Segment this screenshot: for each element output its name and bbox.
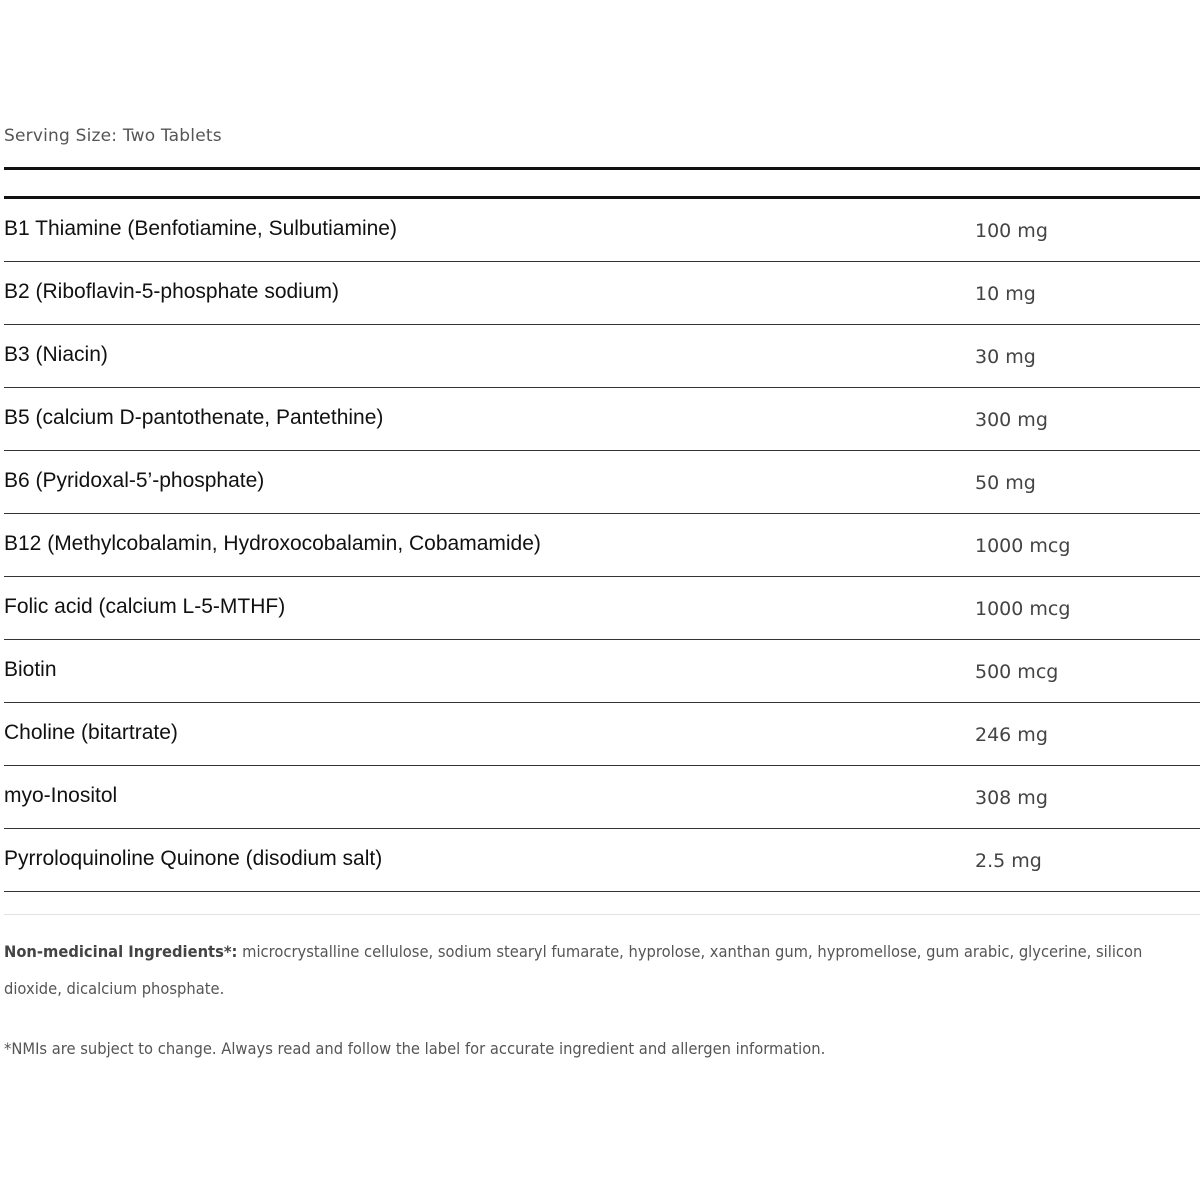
- ingredient-name: Pyrroloquinoline Quinone (disodium salt): [4, 847, 383, 870]
- ingredient-row: [4, 577, 1200, 640]
- ingredient-amount: 1000 mcg: [975, 598, 1071, 620]
- ingredient-amount: 300 mg: [975, 409, 1048, 431]
- ingredient-row: [4, 514, 1200, 577]
- non-medicinal-text: microcrystalline cellulose, sodium stearyl fumarate, hyprolose, xanthan gum, hypromellose, gum arabic, glycerine, silicon dioxide, dicalcium phosphate.: [4, 942, 1143, 998]
- non-medicinal-ingredients: [4, 933, 1196, 1007]
- nmi-footnote: *NMIs are subject to change. Always read and follow the label for accurate ingredient and allergen information.: [4, 1039, 826, 1058]
- ingredient-name: B3 (Niacin): [4, 343, 108, 366]
- ingredient-name: Biotin: [4, 658, 57, 681]
- serving-size: Serving Size: Two Tablets: [4, 126, 222, 146]
- ingredient-name: B6 (Pyridoxal-5’-phosphate): [4, 469, 265, 492]
- ingredient-name: myo-Inositol: [4, 784, 118, 807]
- ingredient-amount: 308 mg: [975, 787, 1048, 809]
- ingredient-row: [4, 325, 1200, 388]
- ingredient-name: B2 (Riboflavin-5-phosphate sodium): [4, 280, 340, 303]
- non-medicinal-label: Non-medicinal Ingredients*:: [4, 942, 238, 961]
- ingredient-amount: 10 mg: [975, 283, 1036, 305]
- ingredient-row: [4, 640, 1200, 703]
- ingredient-amount: 30 mg: [975, 346, 1036, 368]
- section-divider: [4, 914, 1200, 915]
- ingredient-amount: 1000 mcg: [975, 535, 1071, 557]
- ingredient-row: [4, 262, 1200, 325]
- ingredient-row: [4, 388, 1200, 451]
- supplement-facts-table: [4, 199, 1200, 892]
- top-thick-divider: [4, 167, 1200, 170]
- ingredient-name: B1 Thiamine (Benfotiamine, Sulbutiamine): [4, 217, 397, 240]
- ingredient-row: [4, 199, 1200, 262]
- ingredient-row: [4, 451, 1200, 514]
- ingredient-amount: 500 mcg: [975, 661, 1059, 683]
- ingredient-row: [4, 829, 1200, 892]
- ingredient-name: B12 (Methylcobalamin, Hydroxocobalamin, Cobamamide): [4, 532, 541, 555]
- ingredient-amount: 2.5 mg: [975, 850, 1042, 872]
- ingredient-row: [4, 766, 1200, 829]
- ingredient-amount: 100 mg: [975, 220, 1048, 242]
- ingredient-amount: 50 mg: [975, 472, 1036, 494]
- ingredient-amount: 246 mg: [975, 724, 1048, 746]
- ingredient-name: B5 (calcium D-pantothenate, Pantethine): [4, 406, 384, 429]
- ingredient-name: Folic acid (calcium L-5-MTHF): [4, 595, 286, 618]
- ingredient-name: Choline (bitartrate): [4, 721, 178, 744]
- ingredient-row: [4, 703, 1200, 766]
